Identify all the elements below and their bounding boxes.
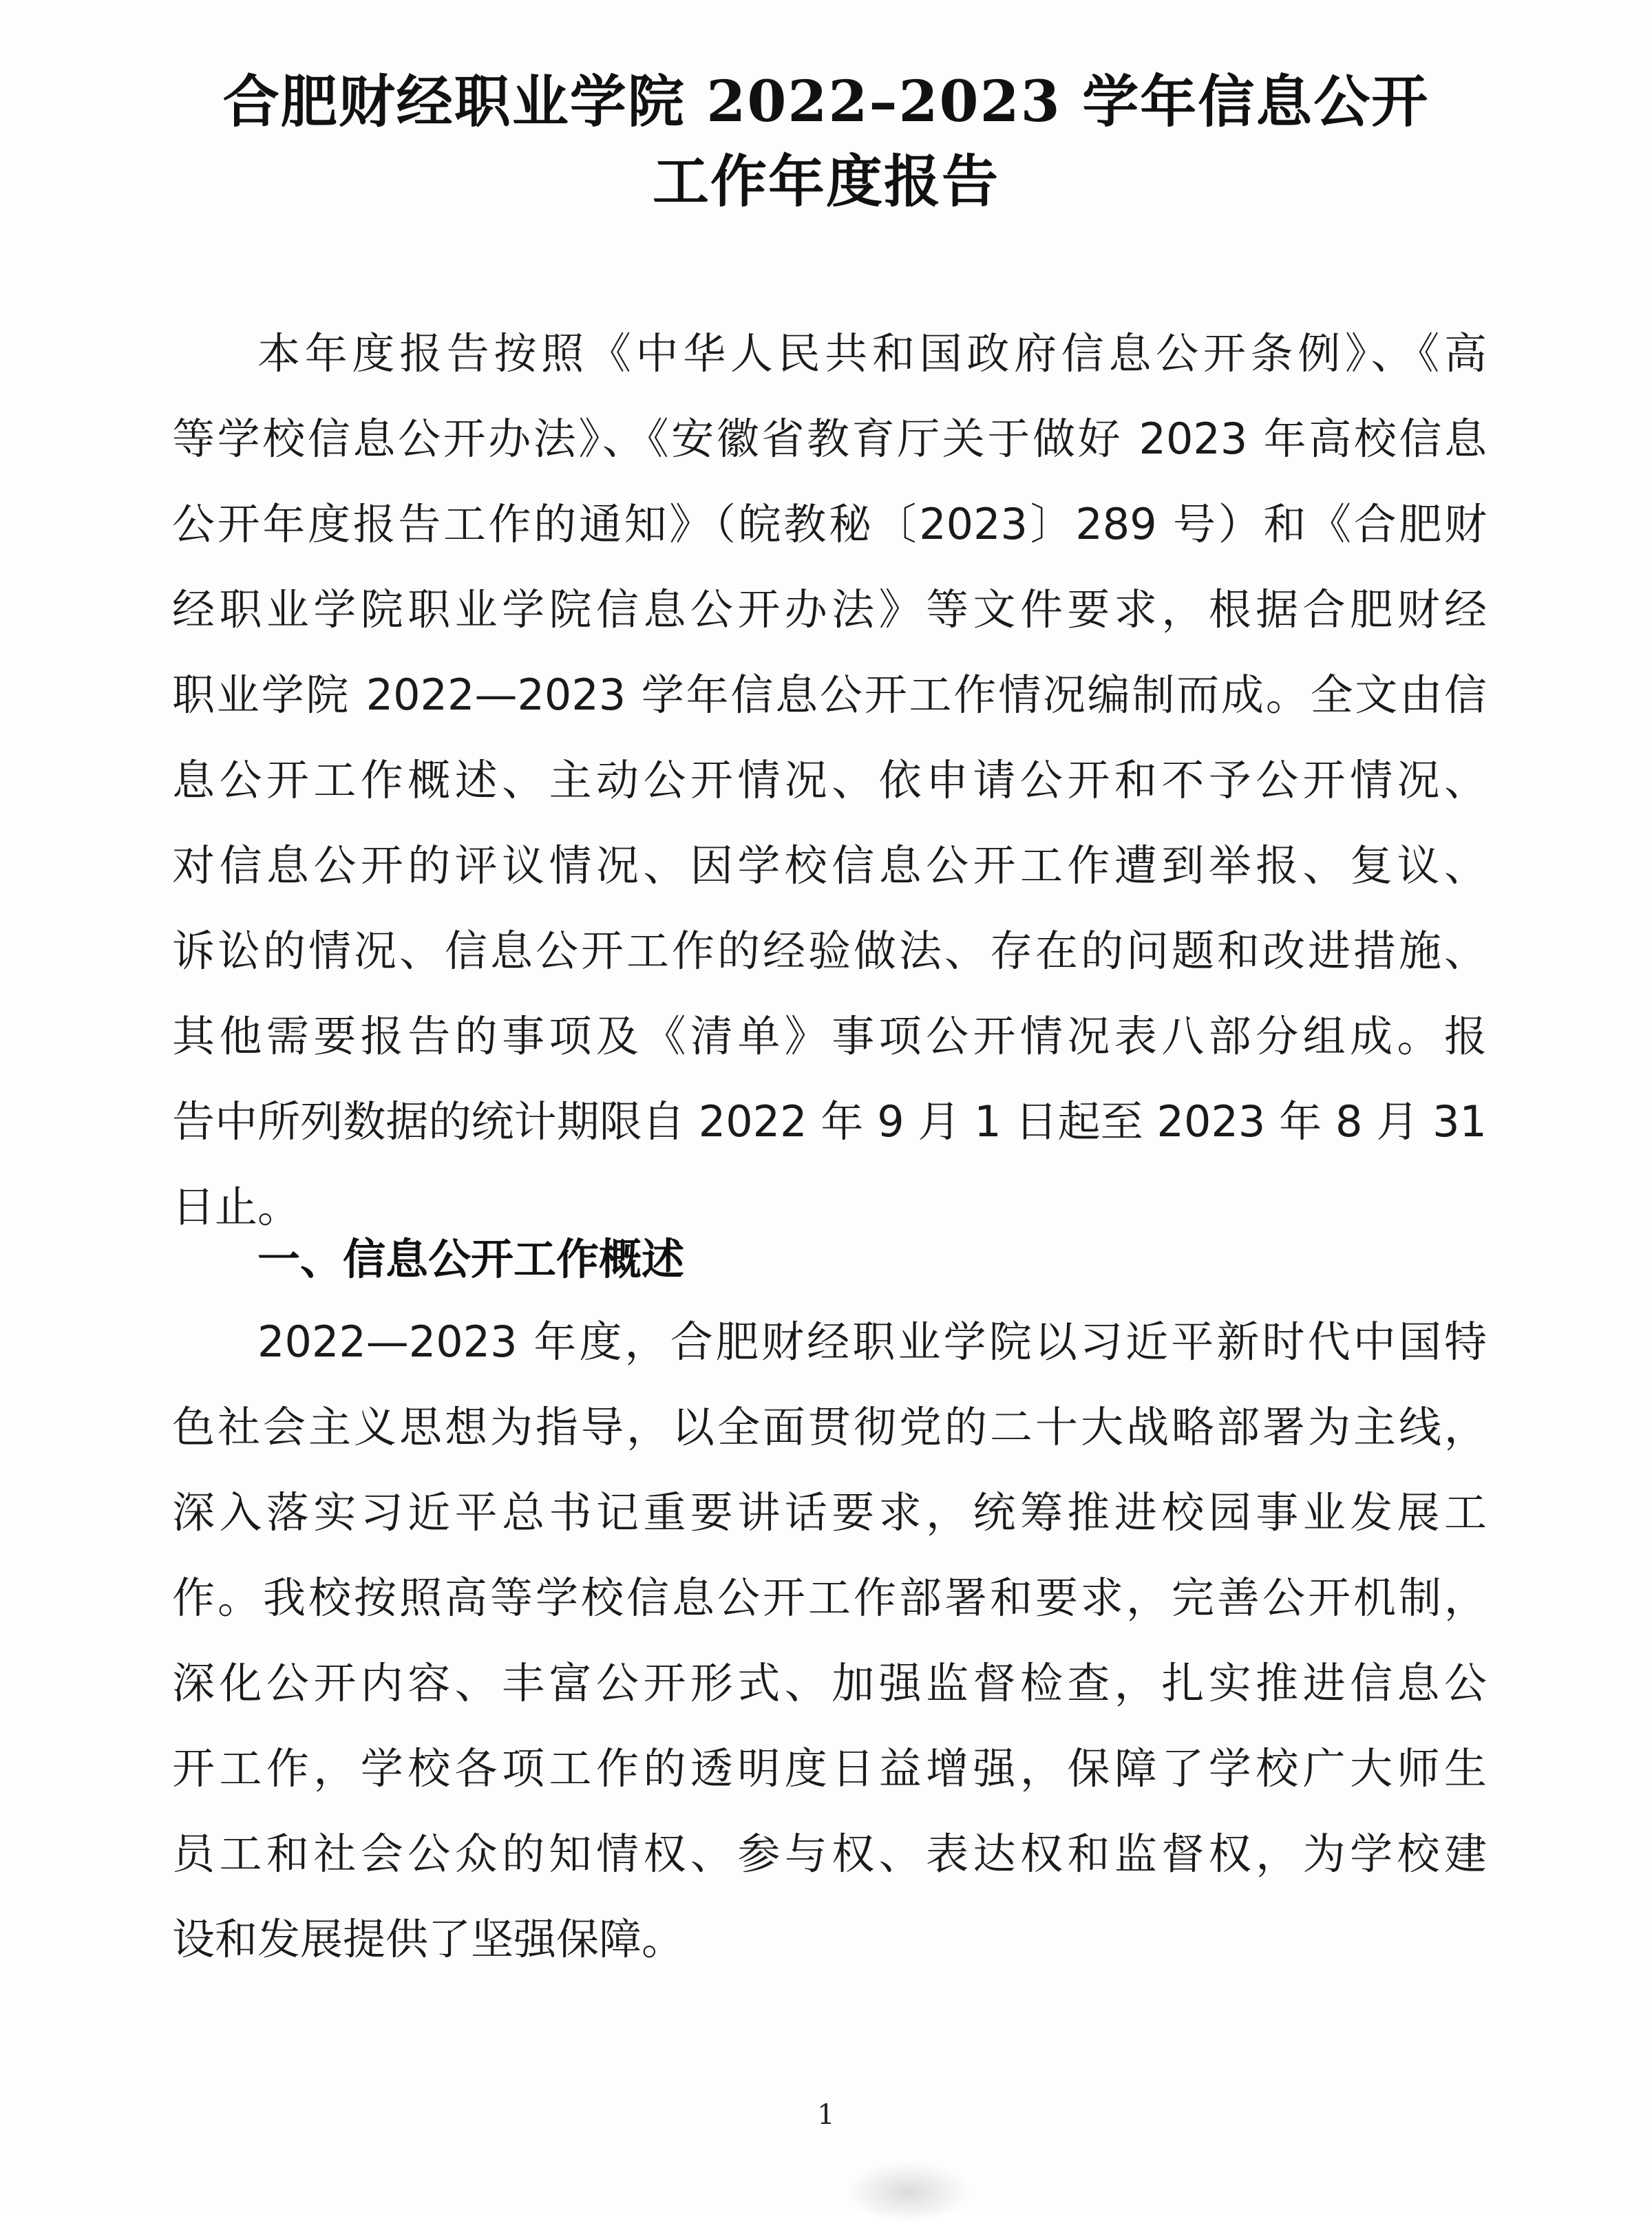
intro-line: 本年度报告按照《中华人民共和国政府信息公开条例》、《高 (257, 328, 1487, 379)
section1-line: 作。我校按照高等学校信息公开工作部署和要求，完善公开机制， (172, 1573, 1487, 1623)
section1-line: 色社会主义思想为指导，以全面贯彻党的二十大战略部署为主线， (172, 1402, 1487, 1452)
intro-line: 诉讼的情况、信息公开工作的经验做法、存在的问题和改进措施、 (172, 926, 1487, 976)
intro-line: 等学校信息公开办法》、《安徽省教育厅关于做好 2023 年高校信息 (172, 414, 1487, 464)
intro-line: 日止。 (172, 1182, 301, 1232)
report-title-line-1: 合肥财经职业学院 2022–2023 学年信息公开 (222, 69, 1430, 135)
page-number: 1 (817, 2099, 835, 2131)
intro-line: 对信息公开的评议情况、因学校信息公开工作遭到举报、复议、 (172, 840, 1487, 891)
intro-line: 告中所列数据的统计期限自 2022 年 9 月 1 日起至 2023 年 8 月 31 (172, 1096, 1487, 1147)
section1-line: 员工和社会公众的知情权、参与权、表达权和监督权，为学校建 (172, 1829, 1487, 1879)
section1-line: 2022—2023 年度，合肥财经职业学院以习近平新时代中国特 (257, 1317, 1487, 1367)
section1-line: 深化公开内容、丰富公开形式、加强监督检查，扎实推进信息公 (172, 1658, 1487, 1708)
intro-line: 经职业学院职业学院信息公开办法》等文件要求，根据合肥财经 (172, 584, 1487, 635)
stamp-smudge (847, 2161, 971, 2223)
intro-line: 职业学院 2022—2023 学年信息公开工作情况编制而成。全文由信 (172, 670, 1487, 720)
section1-line: 设和发展提供了坚强保障。 (172, 1914, 685, 1964)
report-title-line-2: 工作年度报告 (652, 149, 999, 215)
intro-line: 公开年度报告工作的通知》（皖教秘〔2023〕289 号）和《合肥财 (172, 499, 1487, 549)
section1-line: 开工作，学校各项工作的透明度日益增强，保障了学校广大师生 (172, 1743, 1487, 1794)
intro-line: 息公开工作概述、主动公开情况、依申请公开和不予公开情况、 (172, 755, 1487, 805)
section-heading: 一、信息公开工作概述 (257, 1234, 685, 1284)
section1-line: 深入落实习近平总书记重要讲话要求，统筹推进校园事业发展工 (172, 1487, 1487, 1538)
intro-line: 其他需要报告的事项及《清单》事项公开情况表八部分组成。报 (172, 1011, 1487, 1061)
